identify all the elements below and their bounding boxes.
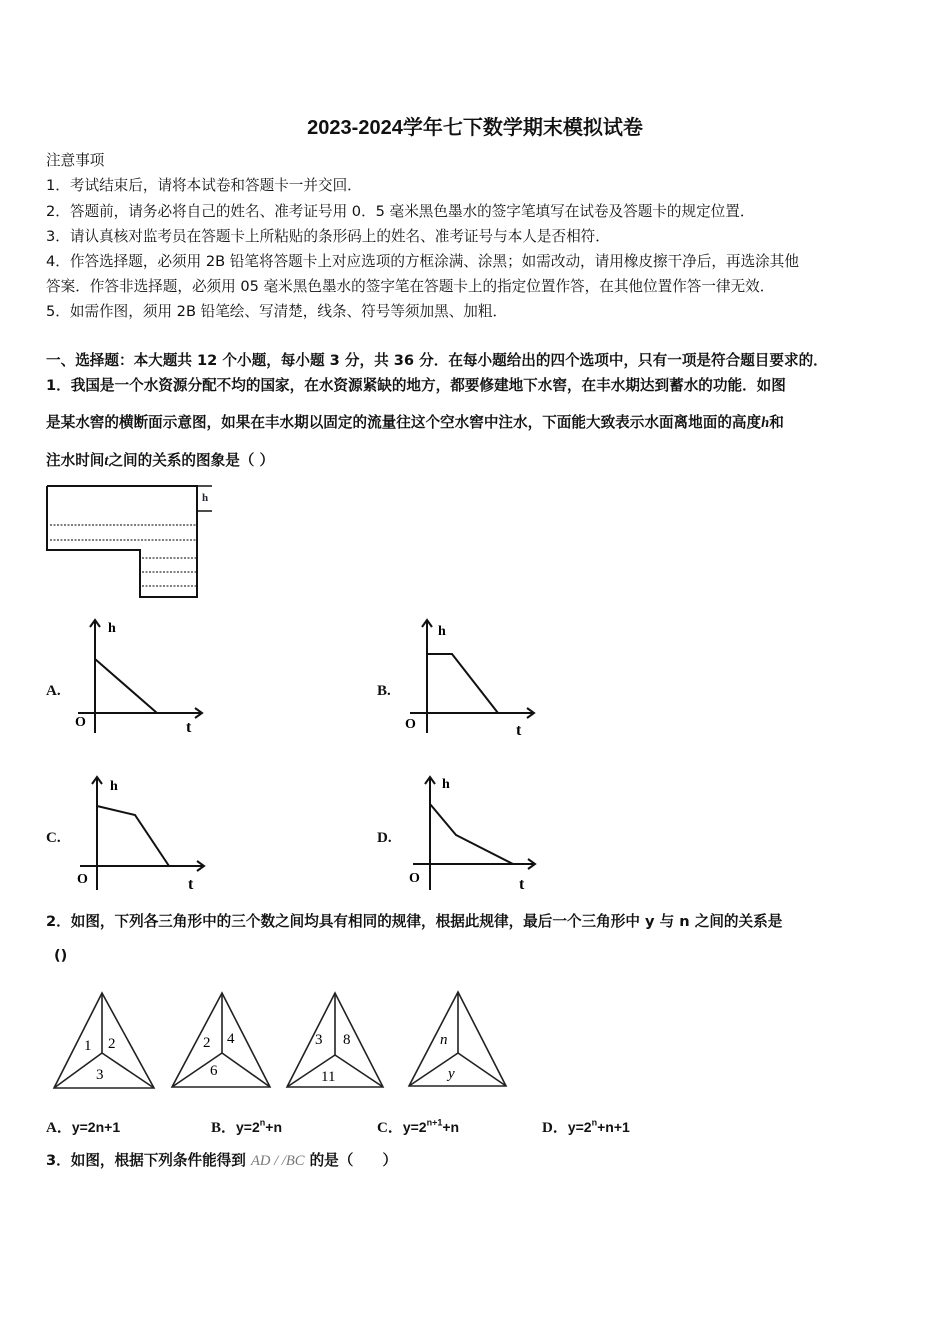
notice-item-2: 2．答题前，请务必将自己的姓名、准考证号用 0．5 毫米黑色墨水的签字笔填写在试卷及答题卡的规定位置． xyxy=(46,203,755,220)
axis-t-label: t xyxy=(516,722,522,739)
triangle-1-left: 1 xyxy=(84,1038,92,1054)
q2-option-a-label: A． xyxy=(46,1120,72,1136)
q1-option-b-label[interactable]: B. xyxy=(377,683,391,699)
origin-label: O xyxy=(77,872,88,887)
q3-suffix: 的是（ ） xyxy=(309,1152,398,1169)
axis-h-label: h xyxy=(442,777,450,792)
q2-option-b[interactable] xyxy=(211,1116,282,1137)
q2-option-d-exp: n xyxy=(591,1117,598,1128)
q2-option-b-base: y=2 xyxy=(236,1119,260,1135)
triangle-3-right: 8 xyxy=(343,1032,351,1048)
origin-label: O xyxy=(409,871,420,886)
triangle-3 xyxy=(285,990,390,1090)
q2-option-c-base: y=2 xyxy=(402,1119,427,1135)
origin-label: O xyxy=(405,717,416,732)
q2-option-a-expr: y=2n+1 xyxy=(71,1119,121,1135)
q1-line3-text: 注水时间 xyxy=(46,452,105,469)
q1-option-a-label[interactable]: A. xyxy=(46,683,61,699)
axis-t-label: t xyxy=(519,876,525,893)
q1-option-a-graph[interactable] xyxy=(70,615,210,735)
q1-line3-end: 之间的关系的图象是（ ） xyxy=(108,452,275,469)
q2-option-c[interactable] xyxy=(377,1116,459,1137)
axis-h-label: h xyxy=(438,624,446,639)
q2-option-d-base: y=2 xyxy=(567,1119,592,1135)
page-title: 2023-2024学年七下数学期末模拟试卷 xyxy=(307,117,643,139)
axis-t-label: t xyxy=(188,876,194,893)
q1-line3 xyxy=(46,451,274,471)
q2-option-c-exp: n+1 xyxy=(426,1117,443,1128)
notice-item-3: 3．请认真核对监考员在答题卡上所粘贴的条形码上的姓名、准考证号与本人是否相符． xyxy=(46,228,610,245)
q3-line1 xyxy=(46,1151,397,1171)
figure-h-label: h xyxy=(202,492,209,504)
q2-option-b-exp: n xyxy=(259,1117,266,1128)
q1-line2-end: 和 xyxy=(769,414,784,431)
triangle-1 xyxy=(52,990,157,1090)
q2-line2: () xyxy=(54,947,68,964)
axis-h-label: h xyxy=(110,779,118,794)
q1-option-c-graph[interactable] xyxy=(72,772,212,892)
notice-item-5: 5．如需作图，须用 2B 铅笔绘、写清楚，线条、符号等须加黑、加粗． xyxy=(46,303,508,320)
q1-line1: 1．我国是一个水资源分配不均的国家，在水资源紧缺的地方，都要修建地下水窖，在丰水期达到蓄水的功能．如图 xyxy=(46,377,786,394)
triangle-1-bottom: 3 xyxy=(96,1067,104,1083)
q2-option-c-tail: +n xyxy=(442,1119,460,1135)
q1-option-b-graph[interactable] xyxy=(402,615,542,739)
triangle-4 xyxy=(408,990,513,1090)
cellar-cross-section-figure xyxy=(40,480,220,605)
triangle-1-right: 2 xyxy=(108,1036,116,1052)
section-heading: 一、选择题：本大题共 12 个小题，每小题 3 分，共 36 分．在每小题给出的四个选项中，只有一项是符合题目要求的． xyxy=(46,352,828,369)
q3-math-ad-parallel-bc: AD / /BC xyxy=(250,1153,305,1169)
notice-item-1: 1．考试结束后，请将本试卷和答题卡一并交回． xyxy=(46,177,362,194)
q2-option-a[interactable] xyxy=(46,1116,120,1137)
notice-item-4-cont: 答案．作答非选择题，必须用 05 毫米黑色墨水的签字笔在答题卡上的指定位置作答，在其他位置作答一律无效． xyxy=(46,278,775,295)
q1-line2 xyxy=(46,413,784,433)
q3-prefix: 3．如图，根据下列条件能得到 xyxy=(46,1152,246,1169)
notice-item-4: 4．作答选择题，必须用 2B 铅笔将答题卡上对应选项的方框涂满、涂黑；如需改动，请用橡皮擦干净后，再选涂其他 xyxy=(46,253,799,270)
q2-option-b-label: B． xyxy=(211,1120,237,1136)
triangle-2-right: 4 xyxy=(227,1031,235,1047)
triangle-4-bottom-y: y xyxy=(448,1066,455,1082)
q1-option-d-label[interactable]: D. xyxy=(377,830,392,846)
triangle-2-left: 2 xyxy=(203,1035,211,1051)
notice-heading: 注意事项 xyxy=(46,152,105,169)
q1-option-d-graph[interactable] xyxy=(405,772,545,892)
var-t: t xyxy=(104,453,109,469)
triangle-3-left: 3 xyxy=(315,1032,323,1048)
q2-option-c-label: C． xyxy=(377,1120,403,1136)
triangle-4-left-n: n xyxy=(440,1032,448,1048)
q2-option-d-tail: +n+1 xyxy=(597,1119,630,1135)
triangle-3-bottom: 11 xyxy=(321,1069,336,1085)
q2-option-b-tail: +n xyxy=(265,1119,282,1135)
axis-t-label: t xyxy=(186,719,192,736)
q2-line1: 2．如图，下列各三角形中的三个数之间均具有相同的规律，根据此规律，最后一个三角形中 y 与 n 之间的关系是 xyxy=(46,913,783,930)
q1-option-c-label[interactable]: C. xyxy=(46,830,61,846)
var-h: h xyxy=(761,415,770,431)
triangle-2-bottom: 6 xyxy=(210,1063,218,1079)
q1-line2-text: 是某水窖的横断面示意图，如果在丰水期以固定的流量往这个空水窖中注水，下面能大致表示水面离地面的高度 xyxy=(46,414,762,431)
q2-option-d[interactable] xyxy=(542,1116,630,1137)
origin-label: O xyxy=(75,715,86,730)
axis-h-label: h xyxy=(108,621,116,636)
triangle-2 xyxy=(170,990,275,1090)
q2-option-d-label: D． xyxy=(542,1120,568,1136)
